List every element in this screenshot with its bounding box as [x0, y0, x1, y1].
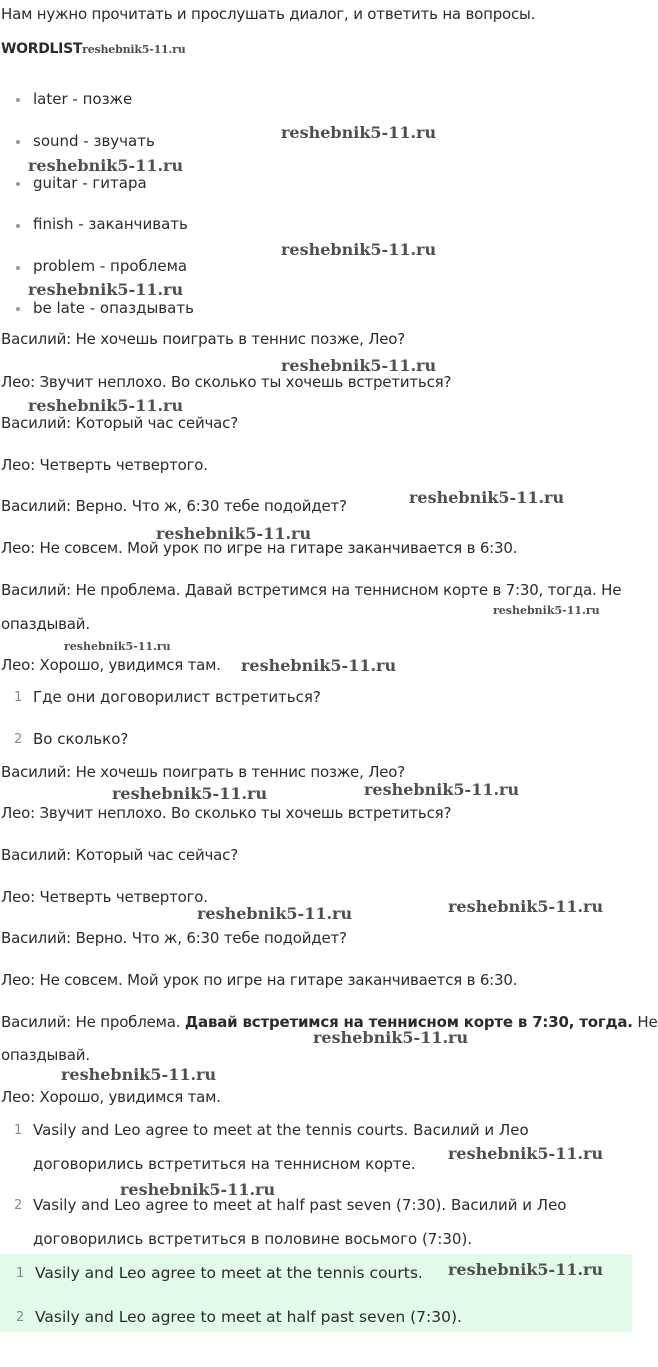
bullet-icon [16, 98, 20, 102]
watermark: reshebnik5-11.ru [61, 1065, 217, 1084]
watermark: reshebnik5-11.ru [197, 904, 353, 923]
question-text: Во сколько? [33, 730, 129, 748]
final-answer-text: Vasily and Leo agree to meet at half past seven (7:30). [35, 1308, 462, 1326]
question-number: 2 [14, 732, 23, 747]
watermark: reshebnik5-11.ru [281, 123, 437, 142]
dialog-line: Лео: Хорошо, увидимся там. [1, 656, 221, 674]
wordlist-item: sound - звучать [33, 132, 155, 150]
wordlist-item: guitar - гитара [33, 174, 147, 192]
watermark: reshebnik5-11.ru [120, 1180, 276, 1199]
watermark: reshebnik5-11.ru [241, 656, 397, 675]
watermark: reshebnik5-11.ru [493, 604, 600, 617]
intro-text: Нам нужно прочитать и прослушать диалог, и ответить на вопросы. [1, 5, 536, 23]
bullet-icon [16, 140, 20, 144]
watermark: reshebnik5-11.ru [409, 488, 565, 507]
wordlist-item: finish - заканчивать [33, 215, 188, 233]
final-answer-number: 2 [16, 1310, 25, 1325]
wordlist-item: be late - опаздывать [33, 299, 194, 317]
watermark: reshebnik5-11.ru [28, 396, 184, 415]
bullet-icon [16, 224, 20, 228]
wordlist-heading [1, 39, 186, 57]
dialog-answer-bold: Давай встретимся на теннисном корте в 7:30, тогда. [184, 1013, 633, 1031]
answer-number: 2 [14, 1198, 23, 1213]
dialog-line: Лео: Хорошо, увидимся там. [1, 1088, 221, 1106]
bullet-icon [16, 307, 20, 311]
answer-text-line2: договорились встретиться на теннисном корте. [33, 1155, 416, 1173]
question-text: Где они договорилист встретиться? [33, 688, 321, 706]
watermark: reshebnik5-11.ru [448, 1144, 604, 1163]
watermark: reshebnik5-11.ru [364, 780, 520, 799]
bullet-icon [16, 266, 20, 270]
final-answer-text: Vasily and Leo agree to meet at the tennis courts. [35, 1264, 423, 1282]
dialog-line: Василий: Не хочешь поиграть в теннис позже, Лео? [1, 330, 406, 348]
dialog-line: Василий: Не хочешь поиграть в теннис позже, Лео? [1, 763, 406, 781]
dialog-line: Василий: Который час сейчас? [1, 846, 238, 864]
answer-text-line1: Vasily and Leo agree to meet at the tennis courts. Василий и Лео [33, 1121, 529, 1139]
watermark: reshebnik5-11.ru [313, 1028, 469, 1047]
dialog-line: Лео: Звучит неплохо. Во сколько ты хочешь встретиться? [1, 373, 452, 391]
dialog-line: опаздывай. [1, 1046, 90, 1064]
dialog-line: Василий: Который час сейчас? [1, 414, 238, 432]
final-answer-number: 1 [16, 1266, 25, 1281]
dialog-line: Василий: Верно. Что ж, 6:30 тебе подойдет? [1, 497, 347, 515]
dialog-line: Лео: Четверть четвертого. [1, 456, 208, 474]
dialog-line: Василий: Верно. Что ж, 6:30 тебе подойдет? [1, 929, 347, 947]
dialog-line: Лео: Звучит неплохо. Во сколько ты хочешь встретиться? [1, 804, 452, 822]
watermark: reshebnik5-11.ru [64, 640, 171, 653]
watermark: reshebnik5-11.ru [448, 1260, 604, 1279]
watermark: reshebnik5-11.ru [28, 156, 184, 175]
watermark: reshebnik5-11.ru [28, 280, 184, 299]
dialog-line: Василий: Не проблема. Давай встретимся на теннисном корте в 7:30, тогда. Не [1, 581, 622, 599]
bullet-icon [16, 182, 20, 186]
wordlist-item: problem - проблема [33, 257, 188, 275]
watermark: reshebnik5-11.ru [448, 897, 604, 916]
dialog-line: Лео: Не совсем. Мой урок по игре на гитаре заканчивается в 6:30. [1, 971, 518, 989]
watermark: reshebnik5-11.ru [281, 356, 437, 375]
watermark: reshebnik5-11.ru [156, 524, 312, 543]
answer-number: 1 [14, 1123, 23, 1138]
answer-text-line1: Vasily and Leo agree to meet at half past seven (7:30). Василий и Лео [33, 1196, 567, 1214]
watermark: reshebnik5-11.ru [281, 240, 437, 259]
dialog-line-prefix: Василий: Не проблема. [1, 1013, 185, 1031]
watermark: reshebnik5-11.ru [112, 784, 268, 803]
watermark: reshebnik5-11.ru [82, 43, 186, 56]
dialog-line: Лео: Не совсем. Мой урок по игре на гитаре заканчивается в 6:30. [1, 539, 518, 557]
wordlist-title: WORDLIST [1, 41, 83, 57]
dialog-line-suffix: Не [632, 1013, 658, 1031]
answer-text-line2: договорились встретиться в половине восьмого (7:30). [33, 1230, 473, 1248]
dialog-line: опаздывай. [1, 615, 90, 633]
wordlist-item: later - позже [33, 90, 133, 108]
dialog-line: Лео: Четверть четвертого. [1, 888, 208, 906]
question-number: 1 [14, 690, 23, 705]
